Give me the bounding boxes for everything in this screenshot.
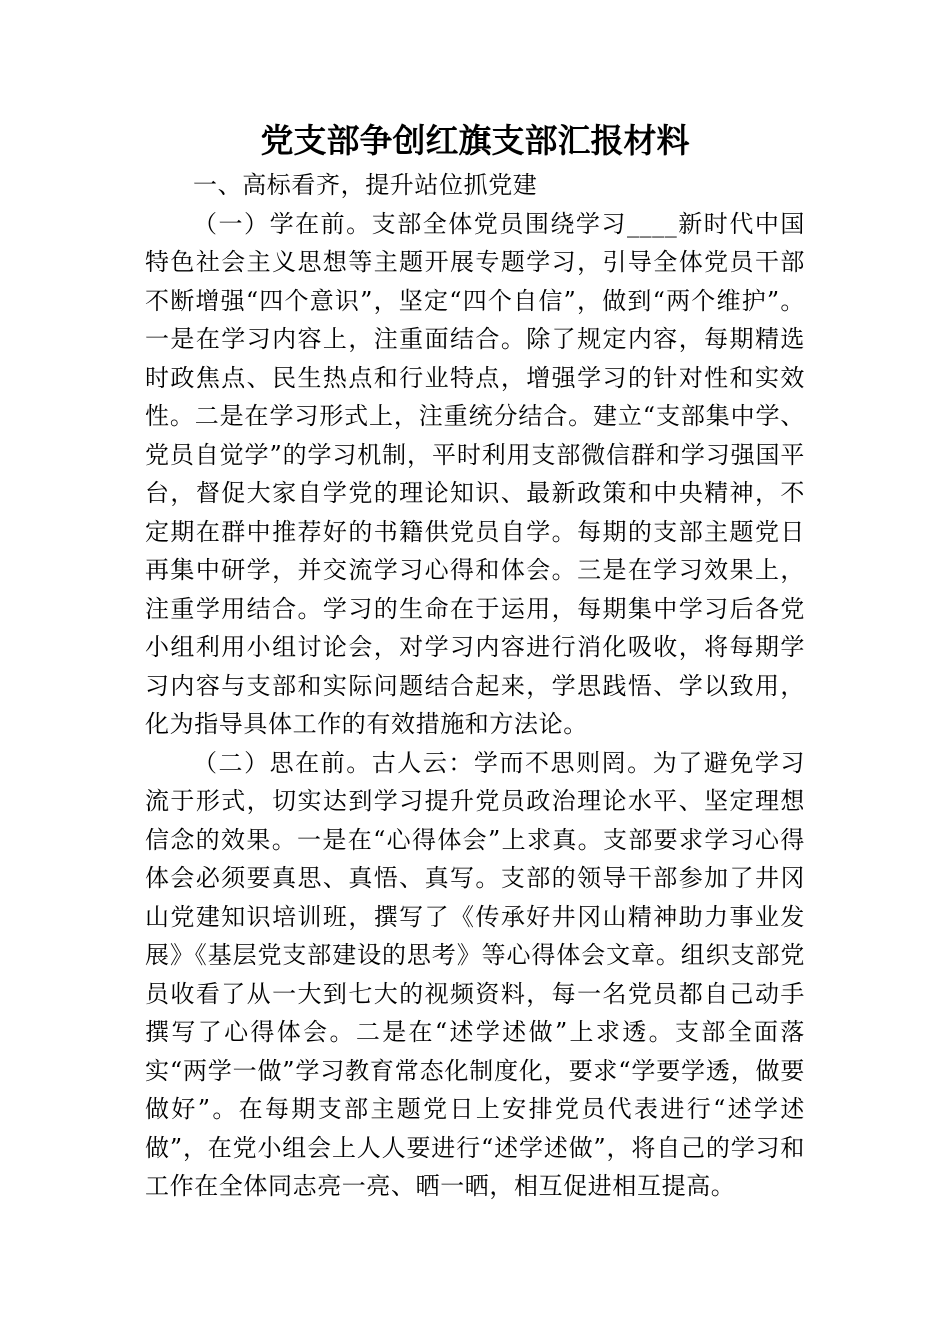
paragraph-study-first: （一）学在前。支部全体党员围绕学习____新时代中国特色社会主义思想等主题开展专题学习，引导全体党员干部不断增强“四个意识”，坚定“四个自信”，做到“两个维护”。一是在学习内容上，注重面结合。除了规定内容，每期精选时政焦点、民生热点和行业特点，增强学习的针对性和实效性。二是在学习形式上，注重统分结合。建立“支部集中学、党员自觉学”的学习机制，平时利用支部微信群和学习强国平台，督促大家自学党的理论知识、最新政策和中央精神，不定期在群中推荐好的书籍供党员自学。每期的支部主题党日再集中研学，并交流学习心得和体会。三是在学习效果上，注重学用结合。学习的生命在于运用，每期集中学习后各党小组利用小组讨论会，对学习内容进行消化吸收，将每期学习内容与支部和实际问题结合起来，学思践悟、学以致用，化为指导具体工作的有效措施和方法论。: [145, 209, 805, 738]
document-body: [145, 166, 805, 1206]
section-heading: 一、高标看齐，提升站位抓党建: [193, 171, 538, 199]
paragraph-think-first: （二）思在前。古人云：学而不思则罔。为了避免学习流于形式，切实达到学习提升党员政治理论水平、坚定理想信念的效果。一是在“心得体会”上求真。支部要求学习心得体会必须要真思、真悟、真写。支部的领导干部参加了井冈山党建知识培训班，撰写了《传承好井冈山精神助力事业发展》《基层党支部建设的思考》等心得体会文章。组织支部党员收看了从一大到七大的视频资料，每一名党员都自己动手撰写了心得体会。二是在“述学述做”上求透。支部全面落实“两学一做”学习教育常态化制度化，要求“学要学透，做要做好”。在每期支部主题党日上安排党员代表进行“述学述做”，在党小组会上人人要进行“述学述做”，将自己的学习和工作在全体同志亮一亮、晒一晒，相互促进相互提高。: [145, 748, 805, 1200]
document-title: 党支部争创红旗支部汇报材料: [260, 121, 690, 160]
